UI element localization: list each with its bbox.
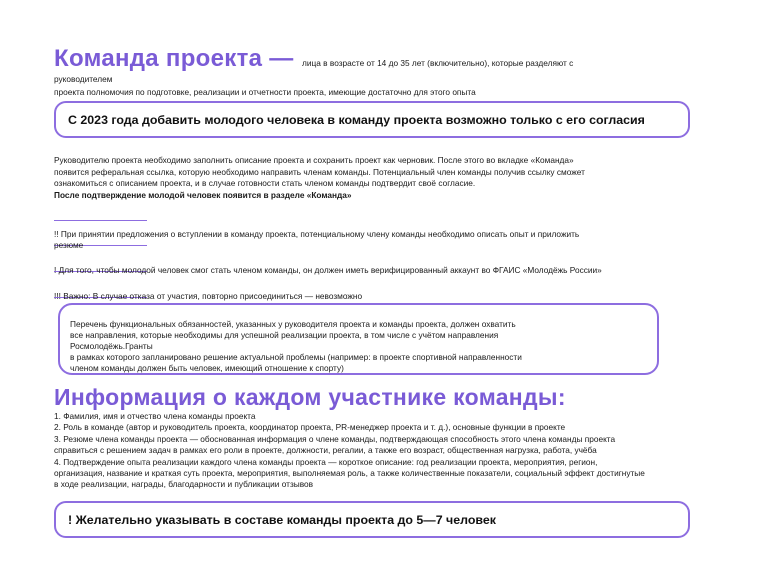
instructions-line: Руководителю проекта необходимо заполнить описание проекта и сохранить проект как черновик. После этого во вкладке «Команда»: [54, 155, 574, 165]
team-desc-line2: руководителем: [54, 74, 113, 84]
info-list: [54, 411, 734, 491]
team-title-suffix: лица в возрасте от 14 до 35 лет (включительно), которые разделяют с: [302, 58, 574, 68]
list-item: справиться с решением задач в рамках его роли в проекте, должности, регалии, а также его возраст, общественная нагрузка, работа, учёба: [54, 445, 597, 456]
duties-text: [70, 319, 650, 374]
info-heading: Информация о каждом участнике команды:: [54, 384, 566, 410]
list-item: 2. Роль в команде (автор и руководитель проекта, координатор проекта, PR-менеджер проекта и т. д.), основные функции в проекте: [54, 422, 566, 433]
duties-line: членом команды должен быть человек, имеющий отношение к спорту): [70, 363, 344, 373]
team-desc-line3: проекта полномочия по подготовке, реализации и отчетности проекта, имеющие достаточно для этого опыта: [54, 87, 476, 97]
instructions: [54, 155, 714, 201]
consent-box: [54, 101, 690, 138]
list-item: 4. Подтверждение опыта реализации каждого члена команды проекта — короткое описание: год реализации проекта, мероприятия, регион,: [54, 456, 598, 467]
duties-box: [58, 303, 659, 375]
list-item: в ходе реализации, награды, благодарности и публикации отзывов: [54, 479, 314, 490]
consent-text: С 2023 года добавить молодого человека в команду проекта возможно только с его согласия: [68, 113, 645, 127]
team-size-text: ! Желательно указывать в составе команды проекта до 5—7 человек: [68, 513, 496, 527]
note-1-line1: !! При принятии предложения о вступлении в команду проекта, потенциальному члену команды необходимо описать опыт и приложить: [54, 229, 580, 239]
note-3: !!! Важно: В случае отказа от участия, повторно присоединиться — невозможно: [54, 291, 363, 301]
instructions-bold-line: После подтверждение молодой человек появится в разделе «Команда»: [54, 189, 352, 200]
duties-line: Перечень функциональных обязанностей, указанных у руководителя проекта и команды проекта, должен охватить: [70, 319, 516, 329]
list-item: 3. Резюме члена команды проекта — обоснованная информация о члене команды, подтверждающая способность этого члена команды проекта: [54, 433, 616, 444]
team-title: Команда проекта —: [54, 45, 294, 72]
duties-line: все направления, которые необходимы для успешной реализации проекта, в том числе с учётом направления: [70, 330, 499, 340]
duties-line: в рамках которого запланировано решение актуальной проблемы (например: в проекте спортивной направленности: [70, 352, 522, 362]
team-size-box: [54, 501, 690, 538]
instructions-line: появится реферальная ссылка, которую необходимо направить членам команды. Потенциальный член команды получив ссылку сможет: [54, 166, 585, 177]
duties-line: Росмолодёжь.Гранты: [70, 341, 153, 351]
divider: [54, 220, 147, 221]
list-item: организация, название и краткая суть проекта, мероприятия, выполняемая роль, а также количественные показатели, социальный эффект достигнутые: [54, 468, 645, 479]
instructions-line: ознакомиться с описанием проекта, и в случае готовности стать членом команды подтвердит своё согласие.: [54, 178, 476, 189]
team-heading-line: [54, 45, 573, 73]
list-item: 1. Фамилия, имя и отчество члена команды проекта: [54, 411, 256, 421]
note-2: ! Для того, чтобы молодой человек смог стать членом команды, он должен иметь верифицированный аккаунт во ФГАИС «Молодёжь России»: [54, 265, 602, 275]
note-1-line2: резюме: [54, 240, 84, 250]
